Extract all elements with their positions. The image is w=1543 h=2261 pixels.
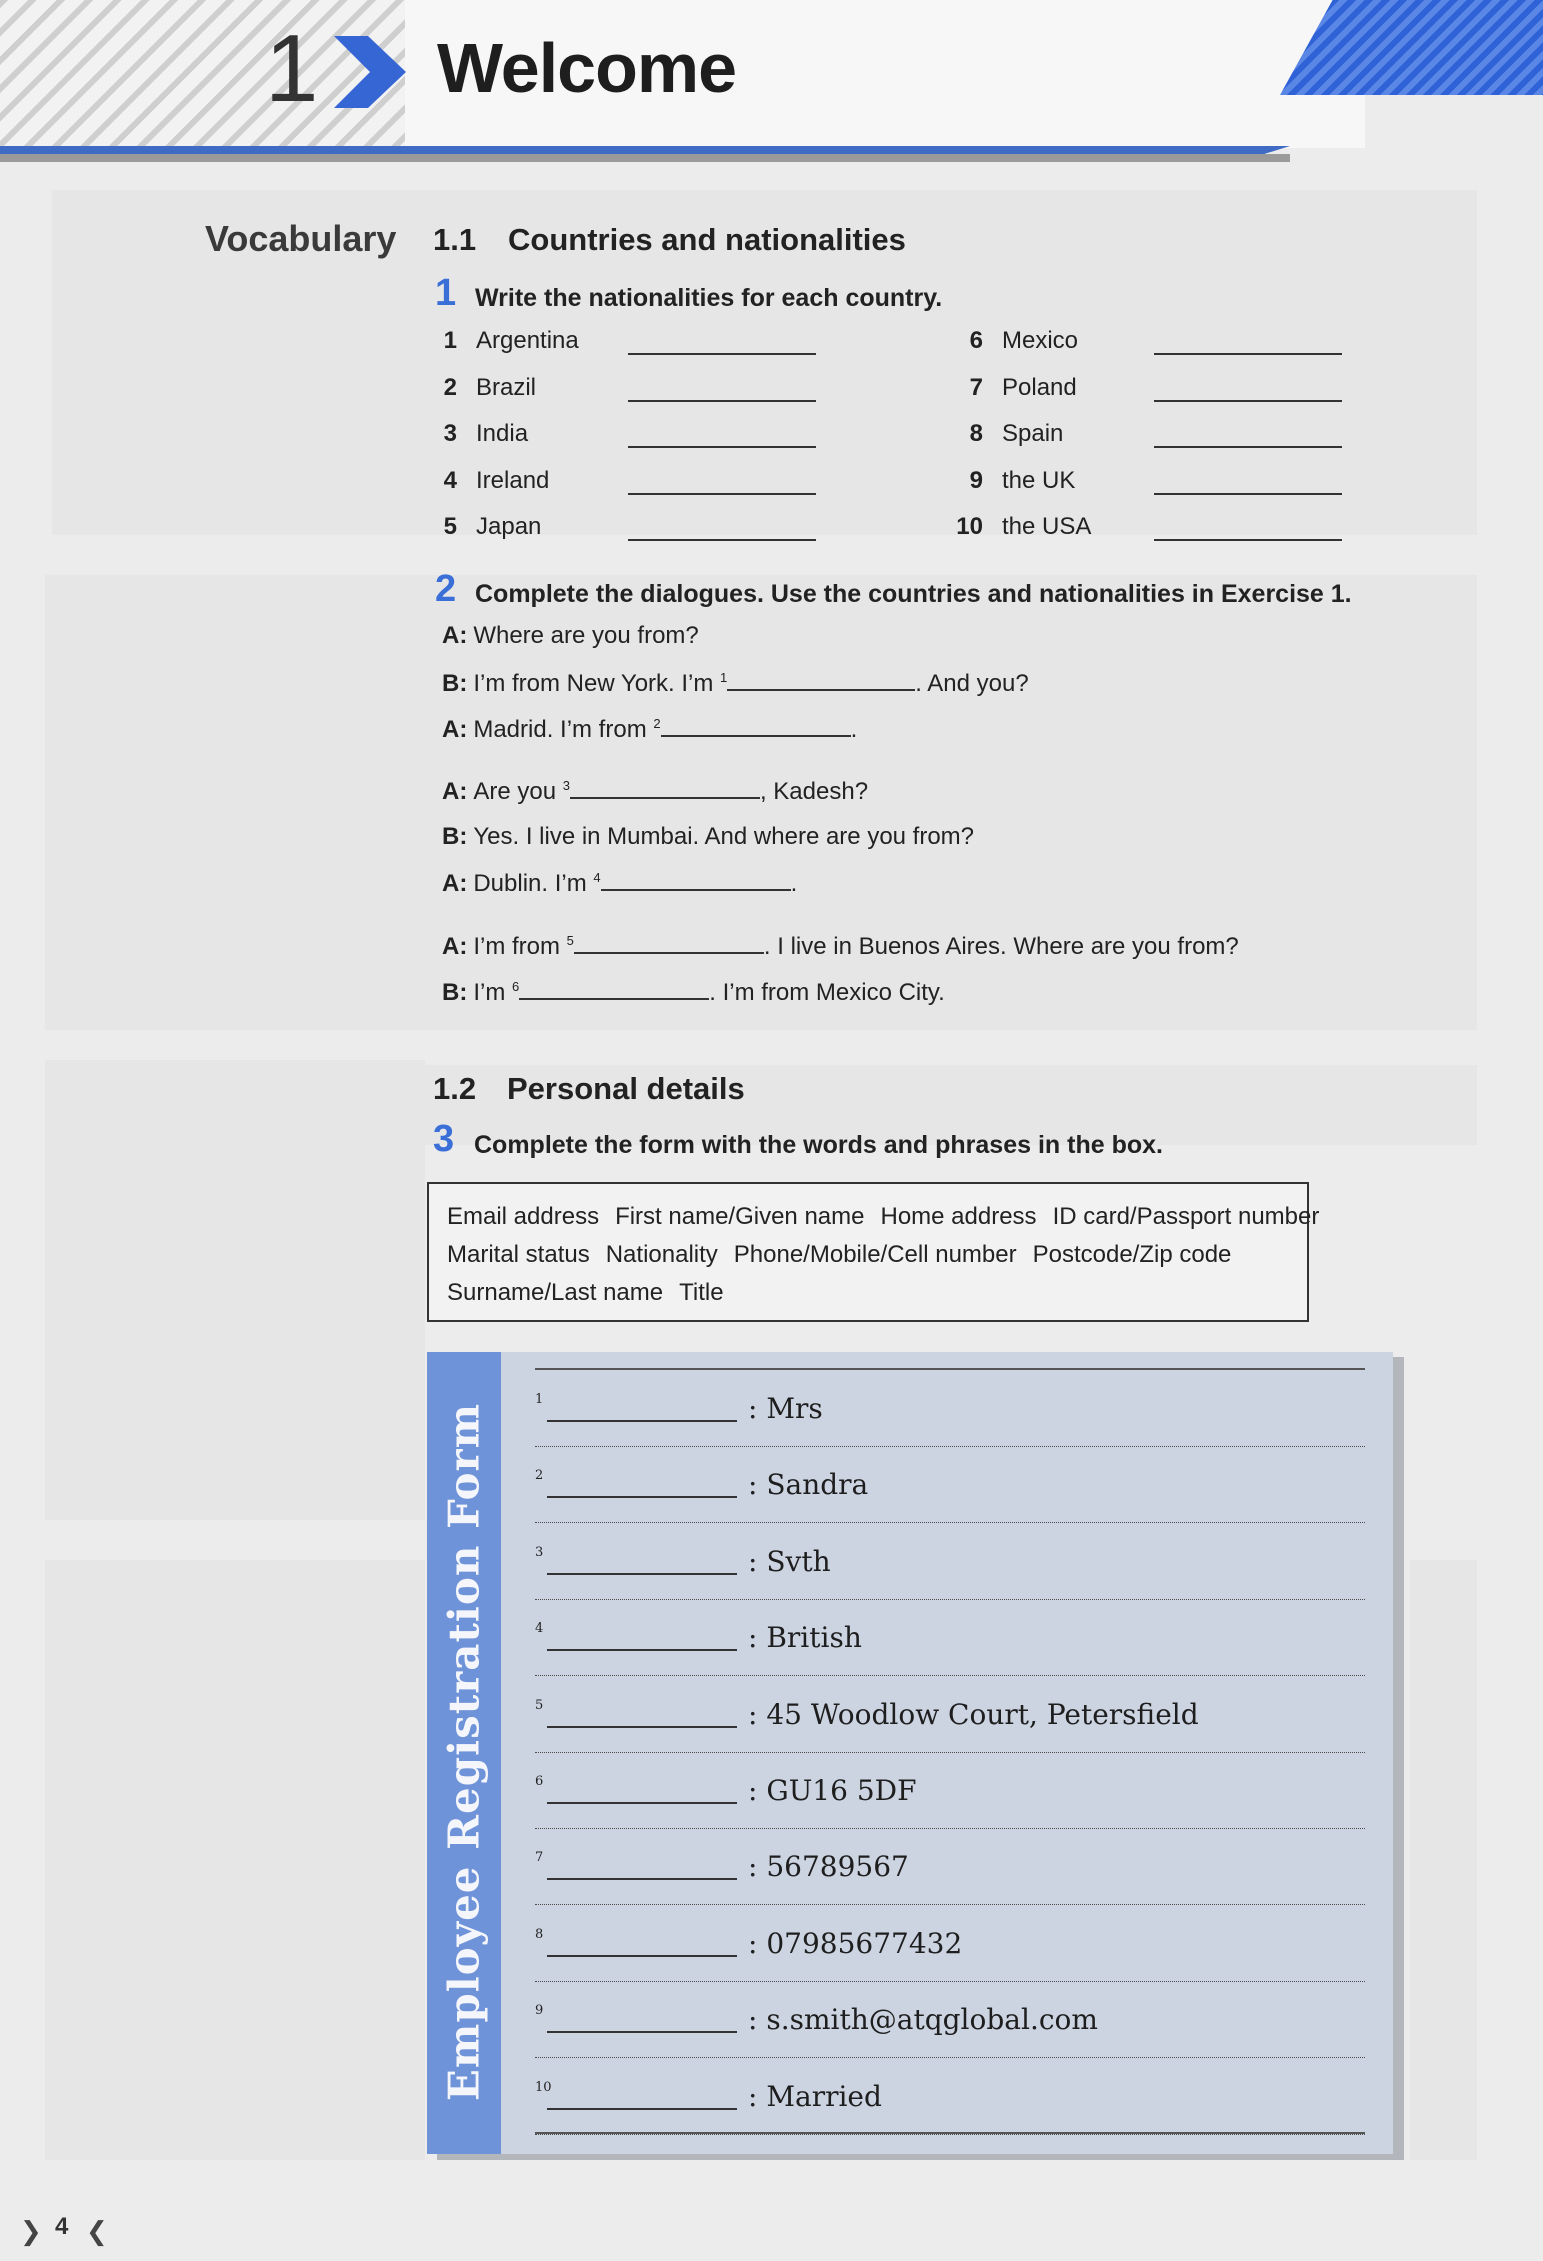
form-row xyxy=(535,1446,1365,1523)
speaker-label: A: xyxy=(442,870,468,897)
form-label-blank[interactable] xyxy=(547,1955,737,1957)
form-value: : 56789567 xyxy=(748,1850,909,1884)
box-word: ID card/Passport number xyxy=(1052,1203,1320,1230)
form-value: : 45 Woodlow Court, Petersfield xyxy=(748,1697,1199,1731)
form-row-number: 7 xyxy=(535,1850,544,1866)
form-bottom-rule xyxy=(535,2132,1365,2134)
country-item xyxy=(953,467,1473,507)
item-number: 4 xyxy=(443,466,457,494)
country-name: the USA xyxy=(1002,513,1092,540)
side-panel-lower xyxy=(45,1560,425,2160)
country-name: the UK xyxy=(1002,466,1076,494)
item-number: 3 xyxy=(443,420,457,447)
item-number: 8 xyxy=(969,420,983,447)
form-row-number: 4 xyxy=(535,1621,544,1637)
exercise-number: 2 xyxy=(435,568,457,610)
exercise-instruction: Write the nationalities for each country. xyxy=(475,284,943,312)
country-name: Spain xyxy=(1002,420,1064,447)
form-row xyxy=(535,1828,1365,1905)
form-row-number: 10 xyxy=(535,2079,552,2095)
form-row-number: 6 xyxy=(535,1774,544,1789)
answer-gap[interactable] xyxy=(519,978,709,1000)
form-value: : British xyxy=(748,1621,862,1655)
answer-blank[interactable] xyxy=(1154,446,1342,448)
section-number: 1.1 xyxy=(433,222,477,257)
country-item xyxy=(953,327,1473,367)
form-title: Employee Registration Form xyxy=(439,1402,489,2102)
form-value: : Mrs xyxy=(748,1392,823,1425)
box-word: Marital status xyxy=(447,1241,590,1268)
dialogue-text: I’m from New York. I’m xyxy=(473,670,721,697)
form-value: : Svth xyxy=(748,1544,831,1578)
gap-number: 2 xyxy=(653,716,661,731)
dialogue-line xyxy=(442,932,1239,961)
answer-blank[interactable] xyxy=(1154,493,1342,495)
chevron-right-icon xyxy=(330,32,410,112)
exercise-instruction: Complete the dialogues. Use the countries and nationalities in Exercise 1. xyxy=(475,580,1352,608)
country-name: Brazil xyxy=(476,373,537,401)
box-word: Title xyxy=(679,1279,724,1306)
form-label-blank[interactable] xyxy=(547,1878,737,1880)
answer-gap[interactable] xyxy=(661,715,851,737)
form-label-blank[interactable] xyxy=(547,1726,737,1728)
dialogue-text: Where are you from? xyxy=(473,622,699,649)
box-word: First name/Given name xyxy=(615,1203,865,1230)
dialogue-text: . I’m from Mexico City. xyxy=(709,979,945,1006)
answer-blank[interactable] xyxy=(1154,539,1342,541)
box-word: Surname/Last name xyxy=(447,1279,664,1306)
gap-number: 4 xyxy=(593,870,601,885)
country-name: Mexico xyxy=(1002,327,1079,354)
country-name: India xyxy=(476,420,529,447)
country-item xyxy=(953,420,1473,460)
country-item xyxy=(427,513,947,553)
country-name: Argentina xyxy=(476,327,579,354)
speaker-label: B: xyxy=(442,670,468,697)
dialogue-line xyxy=(442,669,1029,698)
word-box xyxy=(427,1182,1320,1322)
dialogue-text: Yes. I live in Mumbai. And where are you from? xyxy=(473,823,975,850)
form-label-blank[interactable] xyxy=(547,2108,737,2110)
box-word: Phone/Mobile/Cell number xyxy=(733,1241,1017,1268)
form-value: : GU16 5DF xyxy=(748,1774,917,1807)
form-value: : 07985677432 xyxy=(748,1926,963,1960)
dialogue-line xyxy=(442,823,974,851)
form-label-blank[interactable] xyxy=(547,1573,737,1575)
page-number: 4 xyxy=(55,2213,69,2240)
unit-number: 1 xyxy=(265,15,319,122)
form-value: : Sandra xyxy=(748,1468,869,1502)
item-number: 5 xyxy=(443,513,457,540)
form-row-number: 9 xyxy=(535,2003,544,2019)
form-label-blank[interactable] xyxy=(547,1420,737,1422)
chevron-right-icon: ❯ xyxy=(20,2216,42,2246)
speaker-label: A: xyxy=(442,716,468,743)
speaker-label: A: xyxy=(442,778,468,805)
dialogue-text: . And you? xyxy=(915,670,1029,697)
dialogue-text: . xyxy=(790,870,798,897)
speaker-label: A: xyxy=(442,933,468,960)
answer-blank[interactable] xyxy=(628,353,816,355)
dialogue-text: Are you xyxy=(473,778,563,805)
registration-form xyxy=(427,1352,1393,2154)
form-label-blank[interactable] xyxy=(547,1802,737,1804)
form-row xyxy=(535,1981,1365,2058)
exercise-number: 3 xyxy=(433,1118,455,1160)
answer-gap[interactable] xyxy=(601,869,791,891)
form-row-number: 1 xyxy=(535,1392,544,1407)
form-row xyxy=(535,2058,1365,2135)
side-label: Vocabulary xyxy=(205,218,397,259)
country-name: Japan xyxy=(476,513,542,540)
country-name: Poland xyxy=(1002,373,1077,401)
dialogue-text: , Kadesh? xyxy=(759,778,869,805)
speaker-label: B: xyxy=(442,979,468,1006)
form-label-blank[interactable] xyxy=(547,1496,737,1498)
dialogue-text: . I live in Buenos Aires. Where are you from? xyxy=(763,933,1239,960)
country-item xyxy=(427,374,947,414)
box-word: Nationality xyxy=(605,1241,718,1268)
speaker-label: B: xyxy=(442,823,468,850)
header-rule xyxy=(0,146,1290,154)
dialogue-line xyxy=(442,978,945,1007)
side-panel xyxy=(45,1060,425,1520)
answer-blank[interactable] xyxy=(628,400,816,402)
form-row xyxy=(535,1905,1365,1982)
item-number: 9 xyxy=(969,466,983,494)
dialogue-line xyxy=(442,715,857,744)
form-row-number: 8 xyxy=(535,1926,544,1942)
form-row xyxy=(535,1676,1365,1753)
unit-title: Welcome xyxy=(437,29,737,107)
box-word: Home address xyxy=(880,1203,1037,1230)
dialogue-text: I’m xyxy=(473,979,512,1006)
answer-blank[interactable] xyxy=(1154,400,1342,402)
answer-blank[interactable] xyxy=(628,493,816,495)
form-row xyxy=(535,1370,1365,1447)
item-number: 6 xyxy=(969,327,983,354)
item-number: 2 xyxy=(443,373,457,401)
answer-blank[interactable] xyxy=(1154,353,1342,355)
gap-number: 6 xyxy=(512,979,520,994)
form-row-number: 2 xyxy=(535,1468,544,1484)
section-number: 1.2 xyxy=(433,1071,477,1106)
country-item xyxy=(953,374,1473,414)
form-title-band xyxy=(427,1352,501,2154)
header-rule-shadow xyxy=(0,154,1290,162)
dialogue-text: . xyxy=(850,716,858,743)
gap-number: 3 xyxy=(562,778,570,793)
form-label-blank[interactable] xyxy=(547,1649,737,1651)
form-row xyxy=(535,1752,1365,1829)
country-item xyxy=(953,513,1473,553)
answer-gap[interactable] xyxy=(574,932,764,954)
gap-number: 5 xyxy=(566,933,574,948)
dialogue-line xyxy=(442,622,699,650)
chevron-left-icon: ❮ xyxy=(86,2216,108,2246)
answer-blank[interactable] xyxy=(628,539,816,541)
item-number: 7 xyxy=(969,373,983,401)
country-item xyxy=(427,327,947,367)
dialogue-text: Dublin. I’m xyxy=(473,870,594,897)
country-item xyxy=(427,467,947,507)
form-label-blank[interactable] xyxy=(547,2031,737,2033)
answer-gap[interactable] xyxy=(570,777,760,799)
country-item xyxy=(427,420,947,460)
section-title: Countries and nationalities xyxy=(508,222,906,257)
country-name: Ireland xyxy=(476,466,550,494)
form-value: : s.smith@atqglobal.com xyxy=(748,2003,1098,2037)
answer-gap[interactable] xyxy=(727,669,915,691)
exercise-instruction: Complete the form with the words and phrases in the box. xyxy=(474,1131,1163,1159)
dialogue-text: Madrid. I’m from xyxy=(473,716,654,743)
dialogue-text: I’m from xyxy=(473,933,567,960)
speaker-label: A: xyxy=(442,622,468,649)
form-row xyxy=(535,1523,1365,1600)
item-number: 1 xyxy=(443,327,457,354)
gap-number: 1 xyxy=(720,670,728,685)
item-number: 10 xyxy=(956,513,983,540)
right-panel-lower xyxy=(1410,1560,1477,2160)
form-row-number: 5 xyxy=(535,1697,544,1713)
form-row xyxy=(535,1599,1365,1676)
section-title: Personal details xyxy=(507,1071,745,1106)
dialogue-line xyxy=(442,869,797,898)
form-value: : Married xyxy=(748,2079,882,2113)
box-word: Postcode/Zip code xyxy=(1032,1241,1232,1268)
box-word: Email address xyxy=(447,1203,600,1230)
exercise-number: 1 xyxy=(435,272,457,314)
answer-blank[interactable] xyxy=(628,446,816,448)
dialogue-line xyxy=(442,777,868,806)
form-row-number: 3 xyxy=(535,1544,544,1560)
